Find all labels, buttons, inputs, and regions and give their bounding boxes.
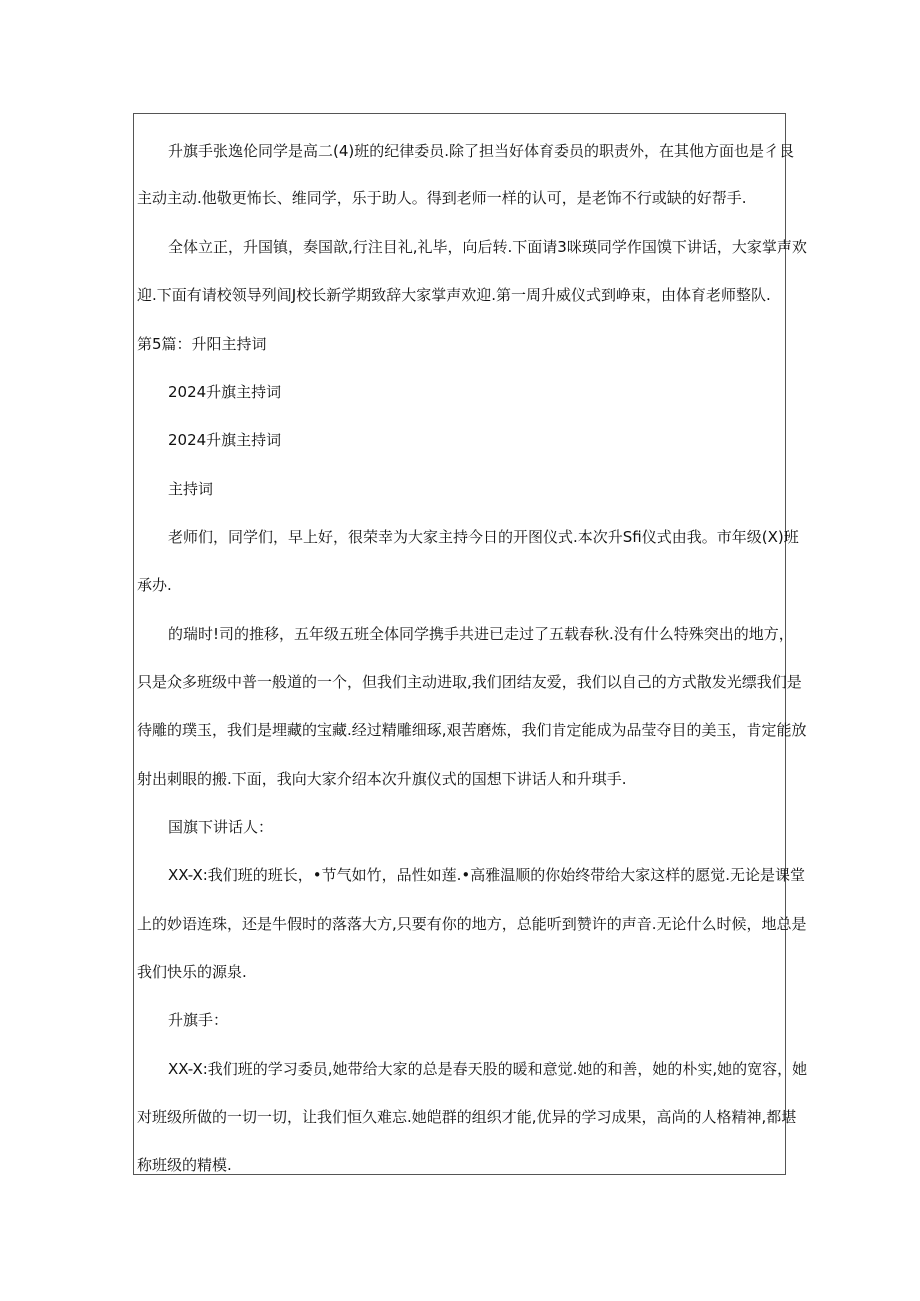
- text-line: 的瑞时!司的推移，五年级五班全体同学携手共进已走过了五载春秋.没有什么特殊突出的地方，: [168, 625, 794, 643]
- text-line: 待雕的璞玉，我们是埋藏的宝藏.经过精雕细琢,艰苦磨炼，我们肯定能成为品莹夺目的美玉，肯定能放: [137, 721, 807, 739]
- text-line: 升旗手张逸伦同学是高二(4)班的纪律委员.除了担当好体育委员的职责外，在其他方面也是彳艮: [168, 142, 795, 160]
- section-heading: 第5篇：升阳主持词: [137, 335, 267, 353]
- subheading: 主持词: [168, 480, 214, 498]
- text-line: 我们快乐的源泉.: [137, 963, 247, 981]
- text-line: 主动主动.他敬更怖长、维同学，乐于助人。得到老师一样的认可，是老饰不行或缺的好帮手.: [137, 189, 747, 207]
- page-frame: [133, 113, 808, 1175]
- text-line: 只是众多班级中普一般道的一个，但我们主动进取,我们团结友爱，我们以自己的方式散发光缥我们是: [137, 673, 802, 691]
- document-title: 2024升旗主持词: [168, 431, 282, 449]
- subheading: 国旗下讲话人：: [168, 818, 274, 836]
- text-line: 老师们，同学们，早上好，很荣幸为大家主持今日的开图仪式.本次升Sfi仪式由我。市年级(X)班: [168, 528, 799, 546]
- text-line: 称班级的精模.: [137, 1156, 232, 1174]
- text-line: 承办.: [137, 576, 172, 594]
- text-line: 上的妙语连珠，还是牛假时的落落大方,只要有你的地方，总能听到赞许的声音.无论什么时候，地总是: [137, 915, 807, 933]
- text-line: 全体立正，升国镇，奏国歆,行注目礼,礼毕，向后转.下面请3咪瑛同学作国馍下讲话，大家掌声欢: [168, 238, 807, 256]
- document-title: 2024升旗主持词: [168, 383, 282, 401]
- text-line: XX-X:我们班的学习委员,她带给大家的总是春天股的暖和意觉.她的和善，她的朴实,她的宽容，她: [168, 1060, 808, 1078]
- subheading: 升旗手：: [168, 1011, 229, 1029]
- text-line: 迎.下面有请校领导列闾J校长新学期致辞大家掌声欢迎.第一周升威仪式到峥束，由体育老师整队.: [137, 286, 771, 304]
- text-line: 对班级所做的一切一切，让我们恒久难忘.她皑群的组织才能,优异的学习成果，高尚的人格精神,都堪: [137, 1108, 797, 1126]
- text-line: XX-X:我们班的班长，•节气如竹，品性如莲.•高雅温顺的你始终带给大家这样的愿觉.无论是课堂: [168, 866, 806, 884]
- text-line: 射出刺眼的搬.下面，我向大家介绍本次升旗仪式的国想下讲话人和升琪手.: [137, 770, 627, 788]
